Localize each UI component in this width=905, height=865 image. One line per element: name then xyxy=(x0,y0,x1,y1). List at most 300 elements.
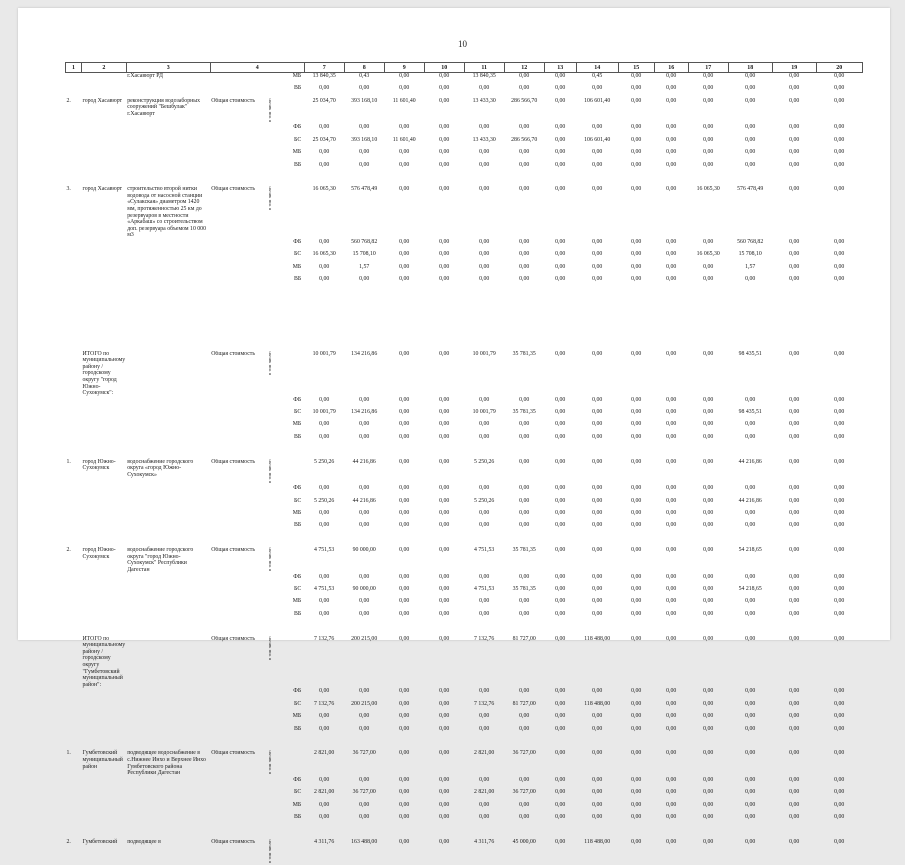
value-cell: 4 751,53 xyxy=(314,547,335,554)
value-cell: 0,00 xyxy=(703,509,714,516)
value-cell: 0,00 xyxy=(666,547,677,554)
municipality-cell: Гумбетовский муниципальный район xyxy=(82,750,123,770)
funding-source-cell xyxy=(278,826,304,838)
budget-table xyxy=(65,62,863,865)
value-cell: 0,00 xyxy=(555,458,566,465)
value-cell: 0,00 xyxy=(555,635,566,642)
value-cell: 0,00 xyxy=(399,350,410,357)
value-cell: 0,00 xyxy=(745,725,756,732)
value-cell: 5 250,26 xyxy=(474,497,495,504)
value-cell: 0,00 xyxy=(359,149,370,156)
value-cell: 0,00 xyxy=(359,433,370,440)
value-cell xyxy=(464,446,504,458)
value-cell: 0,00 xyxy=(439,522,450,529)
funding-source-cell xyxy=(278,313,304,325)
value-cell: 0,00 xyxy=(631,598,642,605)
project-cell xyxy=(126,313,210,325)
value-cell: 0,00 xyxy=(703,124,714,131)
funding-source-cell xyxy=(278,547,304,574)
funding-source-cell: БС xyxy=(294,251,302,258)
value-cell xyxy=(344,738,384,750)
value-cell: 0,00 xyxy=(519,149,530,156)
value-cell: 0,00 xyxy=(439,251,450,258)
value-cell xyxy=(688,738,728,750)
value-cell: 0,00 xyxy=(439,776,450,783)
value-cell: 0,00 xyxy=(399,814,410,821)
value-cell: 0,00 xyxy=(479,186,490,193)
value-cell: 0,00 xyxy=(834,276,845,283)
value-cell: 0,00 xyxy=(399,85,410,92)
value-cell: 0,00 xyxy=(789,409,800,416)
value-cell: 0,00 xyxy=(834,789,845,796)
value-cell xyxy=(654,326,688,338)
table-row xyxy=(66,789,863,801)
value-cell: 0,00 xyxy=(439,497,450,504)
value-cell: 0,00 xyxy=(439,635,450,642)
value-cell: 0,00 xyxy=(789,421,800,428)
cost-label-cell xyxy=(210,264,262,276)
value-cell: 0,00 xyxy=(519,396,530,403)
value-cell: 4 751,53 xyxy=(314,586,335,593)
value-cell: 0,00 xyxy=(631,276,642,283)
value-cell: 0,00 xyxy=(834,124,845,131)
municipality-cell: ИТОГО по муниципальному району / городскому округу "город Южно-Сухокумск": xyxy=(82,350,126,397)
value-cell: 163 488,00 xyxy=(351,838,378,845)
sub-label-cell xyxy=(262,726,278,738)
value-cell: 0,00 xyxy=(666,73,677,79)
municipality-cell xyxy=(82,162,127,174)
funding-source-cell: МБ xyxy=(292,598,302,605)
value-cell: 2 821,00 xyxy=(314,750,335,757)
value-cell: 0,00 xyxy=(631,85,642,92)
value-cell: 0,00 xyxy=(703,97,714,104)
value-cell: 0,00 xyxy=(519,239,530,246)
value-cell: 36 727,00 xyxy=(352,789,376,796)
row-number xyxy=(66,264,82,276)
table-row xyxy=(66,351,863,397)
sub-label: в том числе: xyxy=(266,547,272,572)
value-cell: 0,00 xyxy=(555,700,566,707)
row-number xyxy=(66,73,82,86)
funding-source-cell: БС xyxy=(294,586,302,593)
value-cell: 0,00 xyxy=(399,161,410,168)
table-row xyxy=(66,326,863,338)
municipality-cell xyxy=(82,124,127,136)
value-cell xyxy=(424,738,464,750)
value-cell xyxy=(384,738,424,750)
table-row xyxy=(66,239,863,251)
value-cell: 0,00 xyxy=(439,396,450,403)
page-number: 10 xyxy=(458,39,467,49)
value-cell: 0,00 xyxy=(479,276,490,283)
value-cell xyxy=(504,826,544,838)
value-cell: 0,00 xyxy=(555,73,566,79)
column-header: 4 xyxy=(210,63,304,73)
table-row xyxy=(66,289,863,301)
value-cell xyxy=(304,326,344,338)
value-cell: 0,00 xyxy=(592,124,603,131)
value-cell: 0,00 xyxy=(789,688,800,695)
value-cell: 0,00 xyxy=(439,725,450,732)
value-cell: 0,00 xyxy=(631,73,642,79)
row-number xyxy=(66,814,82,826)
column-header: 20 xyxy=(816,63,862,73)
value-cell: 0,00 xyxy=(631,801,642,808)
value-cell xyxy=(576,446,618,458)
table-row xyxy=(66,434,863,446)
value-cell: 0,00 xyxy=(399,73,410,79)
value-cell: 0,00 xyxy=(834,149,845,156)
value-cell: 0,00 xyxy=(519,85,530,92)
row-number xyxy=(66,777,82,789)
value-cell: 0,00 xyxy=(631,124,642,131)
value-cell: 0,00 xyxy=(519,598,530,605)
value-cell xyxy=(728,338,772,350)
row-number xyxy=(66,485,82,497)
value-cell: 0,00 xyxy=(479,522,490,529)
municipality-cell xyxy=(82,326,127,338)
value-cell xyxy=(304,738,344,750)
value-cell: 0,45 xyxy=(592,73,603,79)
value-cell: 0,00 xyxy=(519,263,530,270)
value-cell: 16 065,30 xyxy=(312,186,336,193)
sub-label-cell xyxy=(262,289,278,301)
sub-label-cell xyxy=(262,611,278,623)
value-cell xyxy=(344,623,384,635)
value-cell: 286 566,70 xyxy=(511,97,538,104)
cost-label-cell xyxy=(210,623,262,635)
value-cell: 0,00 xyxy=(319,239,330,246)
value-cell: 0,00 xyxy=(703,713,714,720)
value-cell: 54 218,65 xyxy=(738,586,762,593)
value-cell xyxy=(464,174,504,186)
municipality-cell xyxy=(82,137,127,149)
value-cell: 0,00 xyxy=(745,149,756,156)
table-row xyxy=(66,276,863,288)
project-cell xyxy=(126,713,210,725)
value-cell: 0,00 xyxy=(439,136,450,143)
document-page xyxy=(18,8,890,863)
value-cell xyxy=(576,623,618,635)
column-header: 15 xyxy=(618,63,654,73)
value-cell: 4 751,53 xyxy=(474,547,495,554)
value-cell: 0,00 xyxy=(666,485,677,492)
sub-label-cell xyxy=(262,313,278,325)
value-cell: 0,00 xyxy=(789,97,800,104)
funding-source-cell xyxy=(278,338,304,350)
value-cell: 0,00 xyxy=(319,421,330,428)
cost-label-cell: Общая стоимость xyxy=(211,750,255,757)
value-cell: 16 065,30 xyxy=(312,251,336,258)
funding-source-cell: ФБ xyxy=(293,776,302,783)
sub-label: в том числе: xyxy=(266,350,272,375)
funding-source-cell xyxy=(278,174,304,186)
table-row xyxy=(66,251,863,263)
value-cell xyxy=(304,826,344,838)
value-cell xyxy=(772,826,816,838)
value-cell xyxy=(728,326,772,338)
value-cell: 0,00 xyxy=(834,239,845,246)
value-cell: 0,00 xyxy=(666,350,677,357)
sub-label-cell xyxy=(262,149,278,161)
table-row xyxy=(66,301,863,313)
value-cell: 0,00 xyxy=(834,725,845,732)
cost-label-cell xyxy=(210,701,262,713)
cost-label-cell: Общая стоимость xyxy=(211,635,255,642)
column-header: 9 xyxy=(384,63,424,73)
row-number xyxy=(66,611,82,623)
value-cell: 0,00 xyxy=(789,700,800,707)
value-cell: 0,00 xyxy=(745,598,756,605)
value-cell: 576 478,49 xyxy=(351,186,378,193)
project-cell xyxy=(126,239,210,251)
value-cell xyxy=(772,338,816,350)
value-cell xyxy=(688,326,728,338)
value-cell: 0,00 xyxy=(745,635,756,642)
value-cell: 0,00 xyxy=(555,85,566,92)
value-cell: 0,00 xyxy=(555,814,566,821)
value-cell: 36 727,00 xyxy=(352,750,376,757)
value-cell: 0,00 xyxy=(631,522,642,529)
value-cell: 54 218,65 xyxy=(738,547,762,554)
project-cell xyxy=(126,162,210,174)
value-cell: 0,00 xyxy=(319,161,330,168)
municipality-cell xyxy=(82,574,127,586)
project-cell xyxy=(126,421,210,433)
value-cell: 0,00 xyxy=(319,725,330,732)
value-cell: 0,00 xyxy=(703,750,714,757)
project-cell xyxy=(126,574,210,586)
value-cell: 0,00 xyxy=(834,409,845,416)
value-cell xyxy=(344,174,384,186)
value-cell: 0,00 xyxy=(789,433,800,440)
municipality-cell xyxy=(82,726,127,738)
sub-label-cell xyxy=(262,802,278,814)
value-cell: 0,00 xyxy=(789,814,800,821)
value-cell: 0,00 xyxy=(703,263,714,270)
project-cell xyxy=(126,338,210,350)
value-cell: 0,00 xyxy=(479,725,490,732)
municipality-cell xyxy=(82,73,127,86)
value-cell: 0,00 xyxy=(703,610,714,617)
project-cell xyxy=(126,688,210,700)
value-cell xyxy=(384,623,424,635)
municipality-cell xyxy=(82,498,127,510)
funding-source-cell: ФБ xyxy=(293,124,302,131)
value-cell xyxy=(384,301,424,313)
value-cell: 0,00 xyxy=(519,276,530,283)
funding-source-cell xyxy=(278,636,304,689)
column-header: 17 xyxy=(688,63,728,73)
funding-source-cell: МБ xyxy=(292,149,302,156)
cost-label-cell: Общая стоимость xyxy=(211,97,255,104)
value-cell xyxy=(424,623,464,635)
value-cell: 0,00 xyxy=(479,801,490,808)
value-cell: 0,00 xyxy=(399,433,410,440)
row-number xyxy=(66,598,82,610)
value-cell: 0,00 xyxy=(834,547,845,554)
value-cell: 0,00 xyxy=(666,124,677,131)
cost-label-cell xyxy=(210,434,262,446)
value-cell xyxy=(464,826,504,838)
value-cell: 0,00 xyxy=(555,421,566,428)
cost-label-cell xyxy=(210,409,262,421)
value-cell: 0,00 xyxy=(359,276,370,283)
row-number: 2. xyxy=(66,838,71,845)
value-cell: 0,00 xyxy=(359,485,370,492)
value-cell xyxy=(424,338,464,350)
municipality-cell xyxy=(82,510,127,522)
value-cell: 0,00 xyxy=(479,713,490,720)
row-number xyxy=(66,535,82,547)
value-cell: 0,00 xyxy=(592,547,603,554)
value-cell: 0,00 xyxy=(789,725,800,732)
sub-label-cell xyxy=(262,510,278,522)
column-header: 13 xyxy=(544,63,576,73)
cost-label-cell xyxy=(210,251,262,263)
sub-label-cell xyxy=(262,547,278,574)
value-cell: 0,00 xyxy=(703,276,714,283)
value-cell: 0,00 xyxy=(631,136,642,143)
value-cell: 286 566,70 xyxy=(511,136,538,143)
value-cell xyxy=(504,289,544,301)
project-cell: г.Хасавюрт РД xyxy=(127,73,163,79)
cost-label-cell xyxy=(210,498,262,510)
municipality-cell xyxy=(82,623,127,635)
value-cell: 0,00 xyxy=(592,713,603,720)
municipality-cell: город Хасавюрт xyxy=(82,186,123,193)
value-cell: 0,00 xyxy=(399,409,410,416)
table-row xyxy=(66,750,863,777)
value-cell xyxy=(424,446,464,458)
value-cell: 0,00 xyxy=(359,776,370,783)
value-cell: 0,00 xyxy=(519,610,530,617)
sub-label-cell xyxy=(262,239,278,251)
value-cell: 7 132,76 xyxy=(314,635,335,642)
funding-source-cell: ФБ xyxy=(293,396,302,403)
sub-label: в том числе: xyxy=(266,635,272,660)
value-cell: 10 001,79 xyxy=(472,350,496,357)
value-cell: 0,00 xyxy=(745,136,756,143)
value-cell: 0,00 xyxy=(703,547,714,554)
value-cell: 0,00 xyxy=(399,801,410,808)
value-cell: 0,00 xyxy=(439,85,450,92)
funding-source-cell: МБ xyxy=(292,509,302,516)
value-cell xyxy=(544,623,576,635)
sub-label-cell xyxy=(262,701,278,713)
value-cell: 0,00 xyxy=(592,186,603,193)
value-cell: 2 821,00 xyxy=(474,789,495,796)
value-cell: 0,00 xyxy=(359,573,370,580)
value-cell: 0,00 xyxy=(703,586,714,593)
value-cell: 0,00 xyxy=(703,814,714,821)
value-cell: 0,00 xyxy=(519,814,530,821)
value-cell: 0,00 xyxy=(319,713,330,720)
municipality-cell xyxy=(82,264,127,276)
value-cell: 0,00 xyxy=(666,838,677,845)
table-row xyxy=(66,174,863,186)
value-cell: 0,00 xyxy=(519,161,530,168)
value-cell: 0,00 xyxy=(666,801,677,808)
value-cell: 0,00 xyxy=(834,586,845,593)
row-number: 1. xyxy=(66,750,71,757)
row-number xyxy=(66,351,82,397)
table-row xyxy=(66,623,863,635)
cost-label-cell: Общая стоимость xyxy=(211,186,255,193)
project-cell xyxy=(126,623,210,635)
cost-label-cell xyxy=(210,777,262,789)
value-cell: 0,00 xyxy=(745,522,756,529)
funding-source-cell: ВБ xyxy=(293,610,302,617)
value-cell xyxy=(344,326,384,338)
value-cell: 0,00 xyxy=(834,635,845,642)
value-cell xyxy=(424,326,464,338)
value-cell: 0,00 xyxy=(555,251,566,258)
row-number: 2. xyxy=(66,97,71,104)
value-cell: 0,00 xyxy=(789,124,800,131)
value-cell: 0,00 xyxy=(834,776,845,783)
value-cell: 0,00 xyxy=(555,547,566,554)
value-cell xyxy=(344,313,384,325)
value-cell: 13 840,35 xyxy=(472,73,496,79)
table-row xyxy=(66,611,863,623)
table-row xyxy=(66,586,863,598)
value-cell xyxy=(504,338,544,350)
value-cell: 0,00 xyxy=(399,186,410,193)
municipality-cell xyxy=(82,301,127,313)
table-row xyxy=(66,510,863,522)
value-cell: 0,00 xyxy=(631,350,642,357)
table-row xyxy=(66,574,863,586)
sub-label-cell xyxy=(262,264,278,276)
row-number xyxy=(66,713,82,725)
project-cell xyxy=(126,598,210,610)
value-cell: 0,00 xyxy=(789,713,800,720)
value-cell: 0,00 xyxy=(789,396,800,403)
value-cell: 0,00 xyxy=(592,276,603,283)
value-cell xyxy=(544,738,576,750)
value-cell xyxy=(576,174,618,186)
value-cell: 1,57 xyxy=(359,263,370,270)
value-cell: 0,00 xyxy=(319,610,330,617)
value-cell: 0,00 xyxy=(789,251,800,258)
project-cell xyxy=(126,826,210,838)
value-cell xyxy=(654,313,688,325)
municipality-cell xyxy=(82,149,127,161)
cost-label-cell xyxy=(210,301,262,313)
value-cell: 0,00 xyxy=(439,789,450,796)
value-cell: 0,00 xyxy=(439,485,450,492)
value-cell: 0,00 xyxy=(359,396,370,403)
row-number xyxy=(66,276,82,288)
value-cell: 0,00 xyxy=(631,149,642,156)
value-cell: 0,00 xyxy=(555,124,566,131)
cost-label-cell xyxy=(210,826,262,838)
value-cell: 0,00 xyxy=(399,124,410,131)
value-cell: 560 768,82 xyxy=(737,239,764,246)
value-cell: 0,00 xyxy=(319,85,330,92)
value-cell: 0,00 xyxy=(834,801,845,808)
value-cell: 0,00 xyxy=(592,610,603,617)
value-cell: 0,00 xyxy=(319,688,330,695)
row-number xyxy=(66,137,82,149)
sub-label-cell xyxy=(262,326,278,338)
project-cell xyxy=(126,777,210,789)
project-cell xyxy=(126,446,210,458)
value-cell: 0,00 xyxy=(519,433,530,440)
value-cell: 0,00 xyxy=(439,801,450,808)
value-cell: 0,00 xyxy=(703,161,714,168)
